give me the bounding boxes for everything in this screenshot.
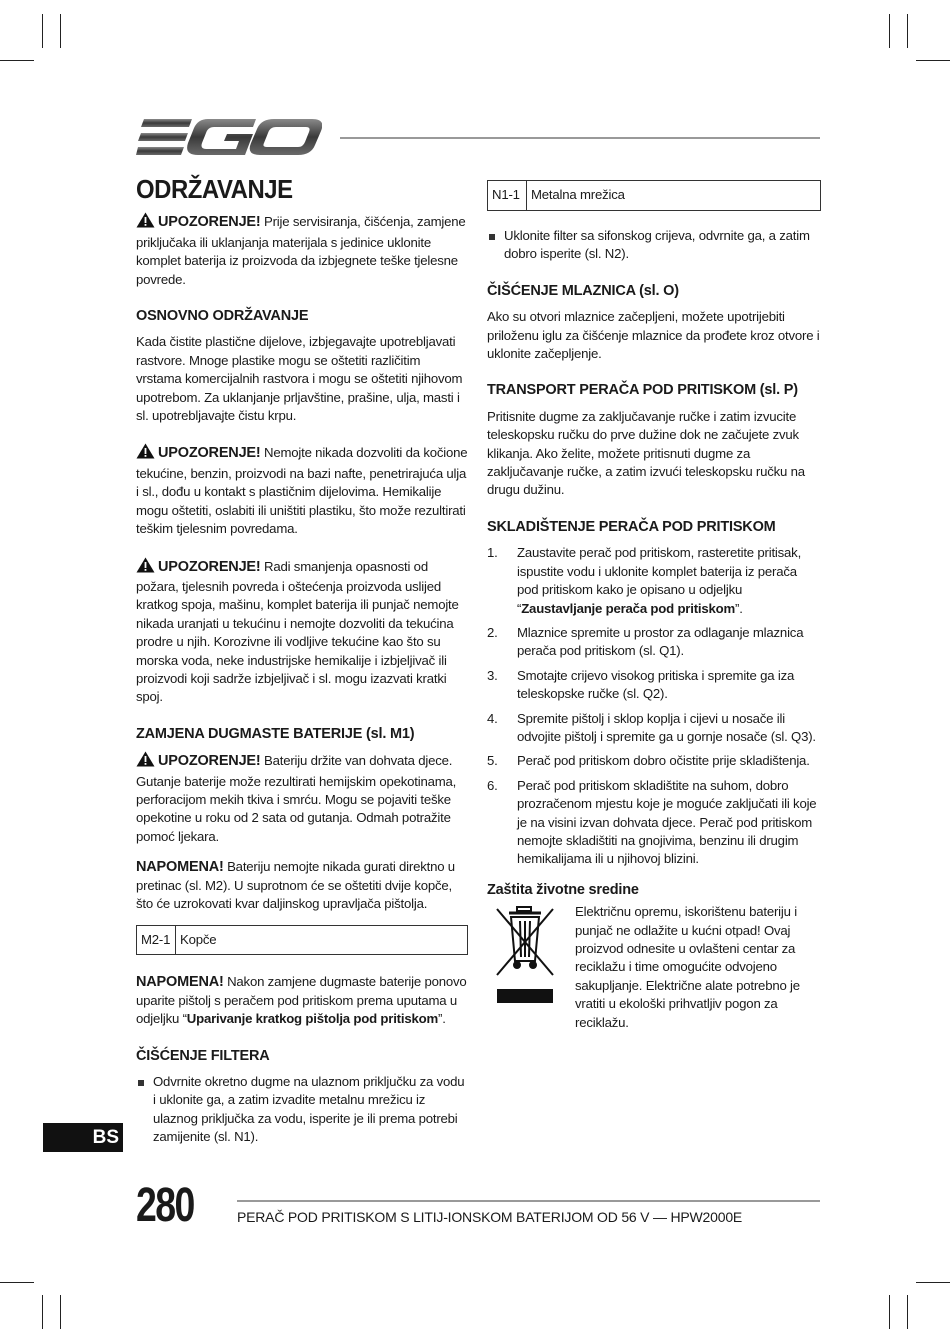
- warning-text: Prije servisiranja, čišćenja, zamjene priključaka ili uklanjanja materijala s jedinice uklonite komplet baterija iz proizvoda da izbjegnete teške tjelesne povrede.: [136, 214, 466, 287]
- warning-triangle-icon: [136, 212, 155, 233]
- part-code: N1-1: [488, 181, 527, 210]
- part-label: Kopče: [180, 932, 217, 948]
- warning-triangle-icon: [136, 751, 155, 772]
- warning-triangle-icon: [136, 443, 155, 464]
- item-text: Perač pod pritiskom dobro očistite prije skladištenja.: [517, 753, 810, 769]
- warning-label: UPOZORENJE!: [158, 558, 261, 575]
- section-heading-filter: ČIŠĆENJE FILTERA: [136, 1047, 270, 1064]
- warning-text: Radi smanjenja opasnosti od požara, tjelesnih povreda i oštećenja proizvoda uslijed kratkog spoja, mašinu, komplet baterija ili punjač nemojte nikada uranjati u tekućinu i nemojte dozvoliti da tekućina prodre u njih. Korozivne ili vodljive tekućine kao što su morska voda, neke industrijske hemikalije i izbjeljivač ili proizvodi koji sadrže izbjeljivač i sl. mogu izazvati kratki spoj.: [136, 558, 459, 705]
- part-label: Metalna mrežica: [531, 187, 625, 203]
- environment-block: [487, 903, 821, 1032]
- item-text-end: ”.: [735, 600, 743, 616]
- filter-list: [487, 227, 821, 264]
- note-paragraph: [136, 858, 468, 913]
- warning-text: Nemojte nikada dozvoliti da kočione tekućine, benzin, proizvodi na bazi nafte, penetrirajuća ulja i sl., dođu u kontakt s plastičnim dijelovima. Hemikalije mogu oštetiti, oslabiti ili uništiti plastiku, što može rezultirati teškim tjelesnim povredama.: [136, 445, 468, 537]
- item-text: Spremite pištolj i sklop koplja i cijevi u nosače ili odvojite pištolj i spremite ga u gornje nosače (sl. Q3).: [517, 710, 816, 744]
- warning-paragraph: [136, 751, 468, 846]
- section-heading-environment: Zaštita životne sredine: [487, 881, 639, 898]
- warning-paragraph: [136, 557, 468, 707]
- list-item: [487, 777, 821, 869]
- warning-paragraph: [136, 443, 468, 538]
- item-number: 5.: [487, 753, 498, 769]
- crop-mark: [916, 60, 950, 61]
- header-rule: [340, 137, 820, 139]
- item-number: 2.: [487, 624, 498, 640]
- item-number: 3.: [487, 667, 498, 683]
- crop-mark: [907, 14, 908, 48]
- crop-mark: [889, 1295, 890, 1329]
- warning-text: Bateriju držite van dohvata djece. Gutanje baterije može rezultirati hemijskim opekotinama, perforacijom mekih tkiva i smrću. Mogu se pojaviti teške opekotine u roku od 2 sata od gutanja. Odmah potražite pomoć ljekara.: [136, 753, 457, 844]
- note-reference: Uparivanje kratkog pištolja pod pritiskom: [186, 1011, 438, 1027]
- item-text: Perač pod pritiskom skladištite na suhom, dobro prozračenom mjestu koje je moguće zaključati ili koje je na visini izvan dohvata djece. Perač pod pritiskom nemojte skladištiti na gnojivima, benzinu ili drugim hemikalijama ili u njihovoj blizini.: [517, 777, 817, 867]
- item-number: 1.: [487, 545, 498, 561]
- footer-title: PERAČ POD PRITISKOM S LITIJ-IONSKOM BATERIJOM OD 56 V — HPW2000E: [237, 1209, 743, 1225]
- environment-text: Električnu opremu, iskorištenu bateriju i punjač ne odlažite u kućni otpad! Ovaj proizvod odnesite u ovlašteni centar za reciklažu i time omogućite odvojeno sakupljanje. Električne alate potrebno je vratiti u ekološki prihvatljiv pogon za reciklažu.: [575, 904, 800, 1030]
- section-heading-storage: SKLADIŠTENJE PERAČA POD PRITISKOM: [487, 518, 776, 535]
- list-item: [487, 710, 821, 747]
- crop-mark: [907, 1295, 908, 1329]
- item-text: Mlaznice spremite u prostor za odlaganje mlaznica perača pod pritiskom (sl. Q1).: [517, 624, 804, 659]
- crop-mark: [0, 60, 34, 61]
- parts-table-n1: [487, 180, 821, 211]
- note-text-end: ”.: [438, 1011, 446, 1027]
- section-heading-battery: ZAMJENA DUGMASTE BATERIJE (sl. M1): [136, 725, 415, 742]
- section-heading-transport: TRANSPORT PERAČA POD PRITISKOM (sl. P): [487, 382, 798, 399]
- crop-mark: [60, 1295, 61, 1329]
- crop-mark: [916, 1282, 950, 1283]
- crop-mark: [42, 1295, 43, 1329]
- ego-logo: [136, 114, 322, 160]
- basic-maintenance-text: Kada čistite plastične dijelove, izbjegavajte upotrebljavati rastvore. Mnoge plastike mogu se oštetiti različitim vrstama komercijalnih rastvora i mogu se oštetiti njihovom upotrebom. Za uklanjanje prljavštine, prašine, ulja, masti i sl. upotrebljavajte čistu krpu.: [136, 334, 463, 424]
- crop-mark: [889, 14, 890, 48]
- part-code: M2-1: [137, 926, 176, 954]
- crossed-bin-icon: [487, 903, 575, 1032]
- item-text: Zaustavite perač pod pritiskom, rasteretite pritisak, ispustite vodu i uklonite komplet baterija iz perača pod pritiskom kako je opisano u odjeljku “: [517, 545, 802, 616]
- warning-label: UPOZORENJE!: [158, 753, 261, 770]
- page-number: 280: [136, 1179, 194, 1232]
- parts-table-m2: [136, 925, 468, 955]
- footer-rule: [237, 1200, 820, 1202]
- right-column: [487, 180, 821, 1032]
- warning-label: UPOZORENJE!: [158, 445, 261, 462]
- item-text: Smotajte crijevo visokog pritiska i spremite ga iza teleskopske ručke (sl. Q2).: [517, 667, 795, 702]
- left-column: [136, 174, 468, 1147]
- warning-triangle-icon: [136, 557, 155, 578]
- note-text: Bateriju nemojte nikada gurati direktno u pretinac (sl. M2). U suprotnom će se oštetiti dvije kopče, što će uzrokovati kvar daljinskog upravljača pištolja.: [136, 859, 455, 911]
- note-label: NAPOMENA!: [136, 974, 224, 991]
- list-item: [487, 624, 821, 661]
- nozzle-text: Ako su otvori mlaznice začepljeni, možete upotrijebiti priloženu iglu za čišćenje mlaznice da prođete kroz otvore i uklonite začepljenje.: [487, 309, 820, 362]
- warning-paragraph: [136, 212, 468, 289]
- list-item: [487, 752, 821, 770]
- list-item: [487, 667, 821, 704]
- section-heading-basic: OSNOVNO ODRŽAVANJE: [136, 308, 309, 325]
- warning-label: UPOZORENJE!: [158, 214, 261, 231]
- note-label: NAPOMENA!: [136, 859, 224, 876]
- crop-mark: [60, 14, 61, 48]
- section-heading-nozzle: ČIŠĆENJE MLAZNICA (sl. O): [487, 282, 679, 299]
- note-paragraph: [136, 973, 468, 1028]
- item-number: 6.: [487, 777, 498, 793]
- item-reference: Zaustavljanje perača pod pritiskom: [521, 600, 735, 616]
- language-badge: BS: [43, 1123, 123, 1152]
- list-item: [487, 544, 821, 618]
- crop-mark: [0, 1282, 34, 1283]
- item-number: 4.: [487, 710, 498, 726]
- page-title: ODRŽAVANJE: [136, 174, 293, 204]
- transport-text: Pritisnite dugme za zaključavanje ručke i zatim izvucite teleskopsku ručku do prve dužine dok ne začujete zvuk klikanja. Ako želite, možete pritisnuti dugme za zaključavanje ručke, a zatim izvući teleskopsku ručku na drugu dužinu.: [487, 408, 805, 498]
- list-item: Uklonite filter sa sifonskog crijeva, odvrnite ga, a zatim dobro isperite (sl. N2).: [487, 227, 821, 264]
- crop-mark: [42, 14, 43, 48]
- list-item: Odvrnite okretno dugme na ulaznom priključku za vodu i uklonite ga, a zatim izvadite metalnu mrežicu iz ulaznog priključka za vodu, isperite je ili prema potrebi zamijenite (sl. N1).: [136, 1073, 468, 1147]
- storage-list: [487, 544, 821, 869]
- filter-list: [136, 1073, 468, 1147]
- note-text: Nakon zamjene dugmaste baterije ponovo uparite pištolj s peračem pod pritiskom prema uputama u odjeljku “: [136, 974, 467, 1027]
